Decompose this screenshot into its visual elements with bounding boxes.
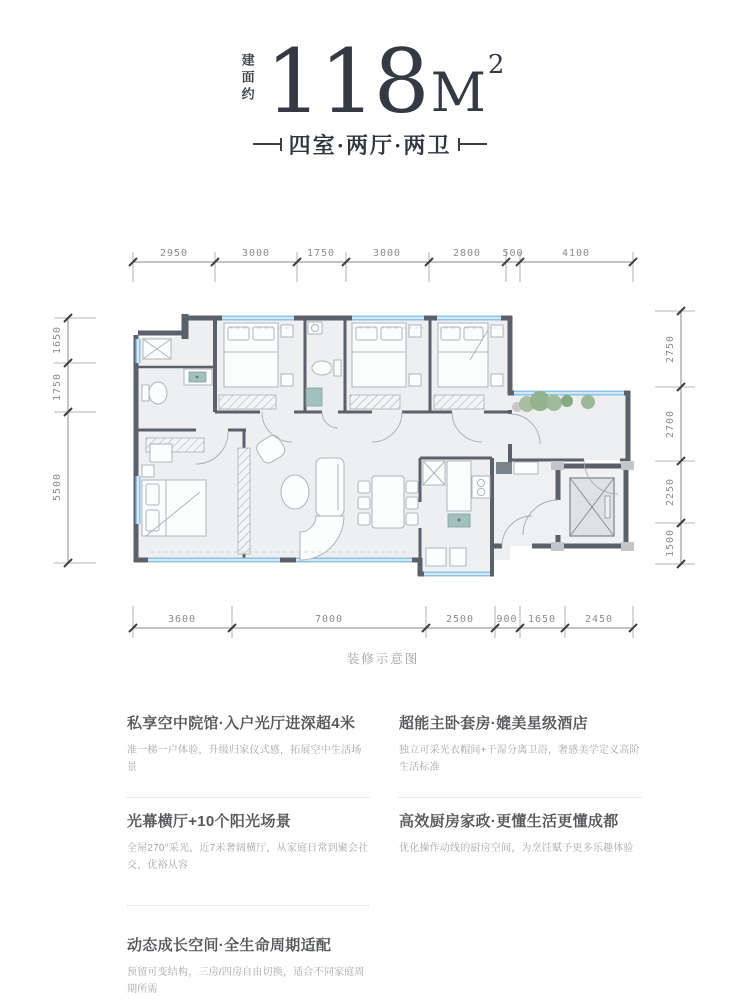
feature-body: 优化操作动线的厨房空间，为烹饪赋予更多乐趣体验 <box>399 843 634 854</box>
feature-title: 高效厨房家政·更懂生活更懂成都 <box>399 813 619 830</box>
feature-body: 预留可变结构，三房/四房自由切换，适合不同家庭周期所需 <box>127 967 365 995</box>
svg-text:1650: 1650 <box>527 614 557 625</box>
svg-text:3600: 3600 <box>167 614 197 625</box>
svg-text:2250: 2250 <box>665 477 676 507</box>
elevator <box>570 478 614 536</box>
svg-text:1650: 1650 <box>52 325 63 355</box>
area-prefix-label: 建面约 <box>239 52 255 104</box>
svg-text:2700: 2700 <box>665 409 676 439</box>
svg-text:3000: 3000 <box>241 248 271 259</box>
features-section <box>127 712 641 998</box>
svg-text:5500: 5500 <box>52 472 63 502</box>
dimension-right <box>655 307 695 568</box>
feature-title: 光幕横厅+10个阳光场景 <box>127 813 292 830</box>
dimension-bottom <box>129 606 637 638</box>
feature-body: 全屋270°采光，近7米奢阔横厅，从家庭日常到聚会社交，优裕从容 <box>127 843 369 871</box>
svg-text:1750: 1750 <box>306 248 336 259</box>
svg-text:7000: 7000 <box>314 614 344 625</box>
plan-caption: 装修示意图 <box>346 652 420 666</box>
svg-text:1500: 1500 <box>665 528 676 558</box>
feature-master-suite <box>399 712 641 798</box>
feature-light-hall <box>127 810 369 906</box>
feature-kitchen <box>399 810 641 906</box>
svg-text:2500: 2500 <box>445 614 475 625</box>
dimension-top <box>129 248 637 282</box>
feature-title: 动态成长空间·全生命周期适配 <box>127 937 332 954</box>
feature-sky-courtyard <box>127 712 369 798</box>
svg-text:1750: 1750 <box>52 372 63 402</box>
feature-body: 独立可采光衣帽间+干湿分离卫浴，奢感美学定义高阶生活标准 <box>399 745 640 773</box>
feature-growth-space <box>127 918 369 998</box>
feature-title: 超能主卧套房·媲美星级酒店 <box>399 715 588 732</box>
feature-title: 私享空中院馆·入户光厅进深超4米 <box>127 715 356 732</box>
svg-text:900: 900 <box>496 614 518 625</box>
area-unit: M <box>430 60 486 124</box>
svg-text:4100: 4100 <box>561 248 591 259</box>
layout-subtitle-text: 四室·两厅·两卫 <box>288 132 452 158</box>
feature-body: 准一梯一户体验，升级归家仪式感，拓展空中生活场景 <box>127 745 362 773</box>
svg-text:2950: 2950 <box>159 248 189 259</box>
area-value: 118 <box>265 30 428 133</box>
svg-text:500: 500 <box>502 248 524 259</box>
svg-text:2750: 2750 <box>665 334 676 364</box>
svg-text:2450: 2450 <box>584 614 614 625</box>
area-superscript: 2 <box>487 49 505 80</box>
dimension-left <box>52 314 96 567</box>
svg-text:3000: 3000 <box>372 248 402 259</box>
svg-text:2800: 2800 <box>452 248 482 259</box>
